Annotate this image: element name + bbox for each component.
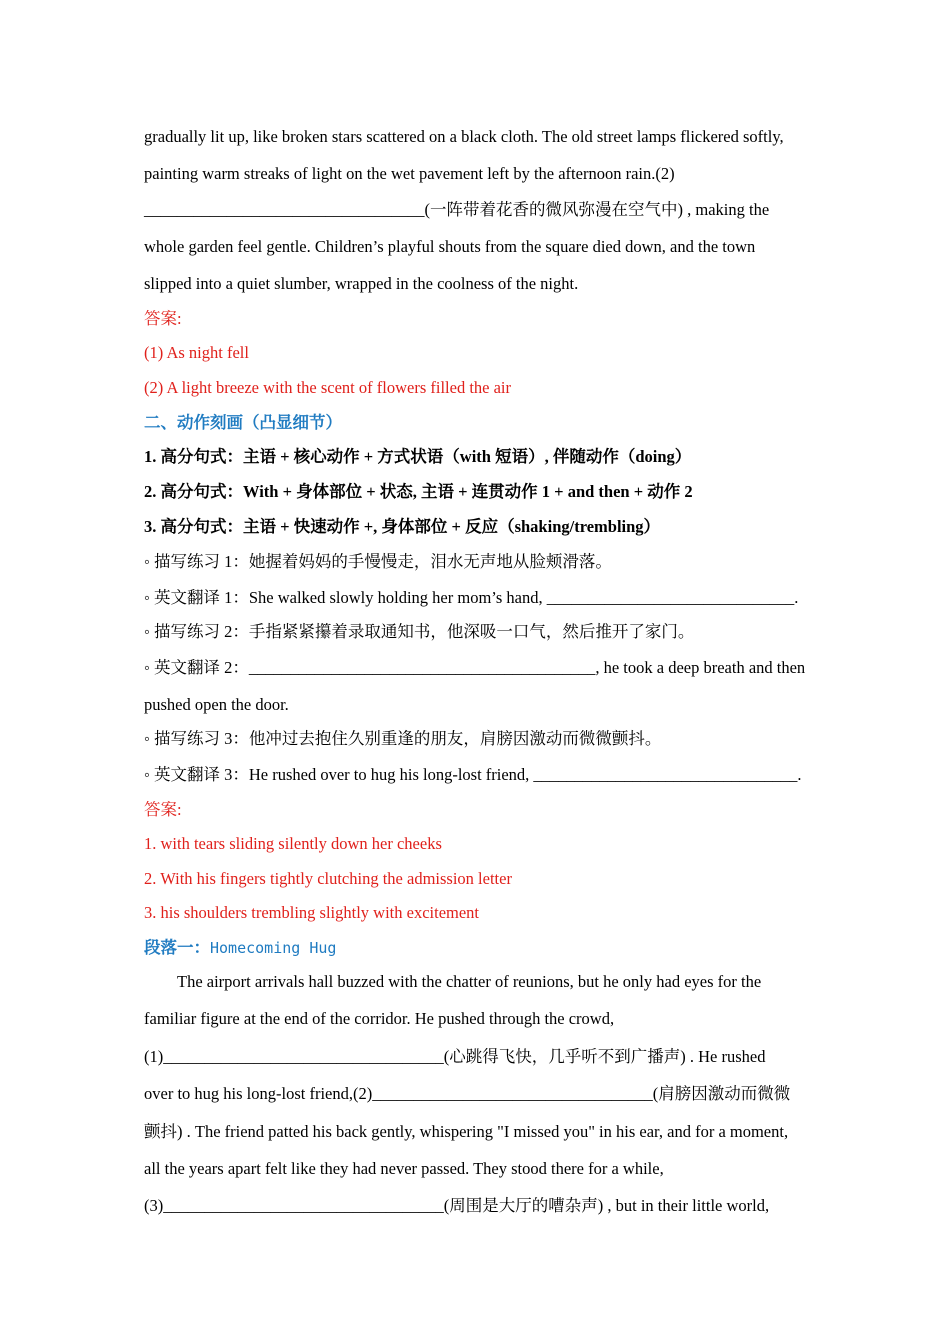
paragraph-line: The airport arrivals hall buzzed with the chatter of reunions, but he only had eyes for the: [177, 972, 762, 991]
answer-label: 答案:: [144, 309, 182, 328]
sentence-pattern: 2. 高分句式：With + 身体部位 + 状态, 主语 + 连贯动作 1 + and then + 动作 2: [144, 482, 693, 501]
answer-item: 2. With his fingers tightly clutching the admission letter: [144, 869, 512, 888]
exercise-line: ◦ 英文翻译 1：She walked slowly holding her mom’s hand, ______________________________.: [144, 588, 799, 607]
exercise-line: ◦ 英文翻译 3：He rushed over to hug his long-lost friend, ________________________________.: [144, 765, 802, 784]
paragraph-line: all the years apart felt like they had never passed. They stood there for a while,: [144, 1159, 664, 1178]
exercise-line: ◦ 英文翻译 2：__________________________________________, he took a deep breath and then: [144, 658, 806, 677]
answer-item: 1. with tears sliding silently down her cheeks: [144, 834, 442, 853]
exercise-line: ◦ 描写练习 2：手指紧紧攥着录取通知书，他深吸一口气，然后推开了家门。: [144, 622, 695, 641]
answer-label: 答案:: [144, 800, 182, 819]
passage-line: whole garden feel gentle. Children’s playful shouts from the square died down, and the town: [144, 237, 756, 256]
paragraph-heading-title: Homecoming Hug: [210, 939, 337, 957]
paragraph-line: 颤抖) . The friend patted his back gently, whispering "I missed you" in his ear, and for a moment,: [144, 1122, 789, 1141]
answer-item: (1) As night fell: [144, 343, 249, 362]
passage-line: gradually lit up, like broken stars scattered on a black cloth. The old street lamps flickered softly,: [144, 127, 784, 146]
answer-item: 3. his shoulders trembling slightly with excitement: [144, 903, 480, 922]
paragraph-line-blank: (3)__________________________________(周围是大厅的嘈杂声) , but in their little world,: [144, 1196, 770, 1215]
exercise-line: ◦ 描写练习 1：她握着妈妈的手慢慢走，泪水无声地从脸颊滑落。: [144, 552, 612, 571]
paragraph-line-blank: over to hug his long-lost friend,(2)__________________________________(肩膀因激动而微微: [144, 1084, 791, 1103]
paragraph-heading-prefix: 段落一：: [144, 938, 210, 957]
passage-line: slipped into a quiet slumber, wrapped in the coolness of the night.: [144, 274, 579, 293]
passage-line-blank: __________________________________(一阵带着花香的微风弥漫在空气中) , making the: [144, 200, 770, 219]
sentence-pattern: 3. 高分句式：主语 + 快速动作 +, 身体部位 + 反应（shaking/trembling）: [144, 517, 661, 536]
sentence-pattern: 1. 高分句式：主语 + 核心动作 + 方式状语（with 短语）, 伴随动作（doing）: [144, 447, 692, 466]
paragraph-heading: [144, 937, 816, 959]
answer-item: (2) A light breeze with the scent of flowers filled the air: [144, 378, 512, 397]
passage-line: painting warm streaks of light on the wet pavement left by the afternoon rain.(2): [144, 164, 675, 183]
paragraph-line-blank: (1)__________________________________(心跳得飞快，几乎听不到广播声) . He rushed: [144, 1047, 766, 1066]
section-heading: 二、动作刻画（凸显细节）: [144, 413, 342, 432]
exercise-line: pushed open the door.: [144, 695, 289, 714]
paragraph-line: familiar figure at the end of the corridor. He pushed through the crowd,: [144, 1009, 615, 1028]
exercise-line: ◦ 描写练习 3：他冲过去抱住久别重逢的朋友，肩膀因激动而微微颤抖。: [144, 729, 662, 748]
